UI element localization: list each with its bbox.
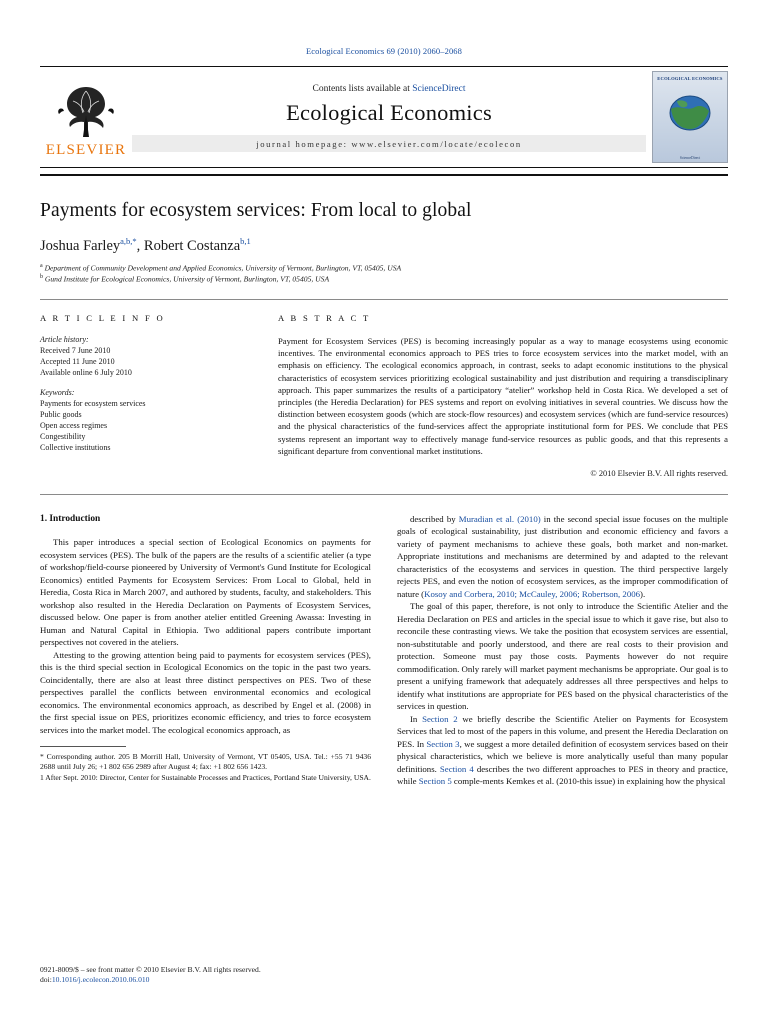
article-history-label: Article history: [40,334,89,344]
spacer [40,378,240,388]
author-2-affil-marker: b,1 [240,236,251,246]
affiliation-b: $^b$ Gund Institute for Ecological Economics, University of Vermont, Burlington, VT, 05405, USA [40,274,330,284]
sciencedirect-link[interactable]: ScienceDirect [412,84,466,94]
keyword-item: Open access regimes [40,421,108,431]
body-column-left [40,513,371,788]
text-run: in the second special issue focuses on the multiple goals of ecological sustainability, just distribution and economic efficiency and favors a variety of payment mechanisms to achieve these goals, both market and non-market. Appropriate institutions and mechanisms are determined by and adapted to the relevant characteristics of the ecosystems and services in question. The third perspective largely rejects PES, and even the notion of ecosystem services, as the improper commodification of nature ( [397,513,728,599]
paragraph: The goal of this paper, therefore, is not only to introduce the Scientific Atelier and the Heredia Declaration on PES and articles in the special issue to which it gave rise, but also to reconcile these contrasting views. We take the position that ecosystem services are essential, non-substitutable and poorly understood, and there are real costs to their provision and protection. Someone must pay those costs. Payments however do not require commodification. Only rarely will market payment mechanisms be appropriate. Our goal is to present a unifying framework that adequately addresses all three perspectives and helps to identify what institutions are appropriate for PES based on the physical characteristics of the services in question. [397,601,728,712]
keyword-item: Payments for ecosystem services [40,398,146,408]
text-run: comple-ments Kemkes et al. (2010-this issue) in explaining how the physical [451,776,726,787]
abstract-copyright: © 2010 Elsevier B.V. All rights reserved. [590,468,728,478]
footnote-corresponding-author: * Corresponding author. 205 B Morrill Hall, University of Vermont, VT 05405, USA. Tel.: +55 71 9436 2688 until July 26; +1 802 656 2989 after August 4; fax: +1 802 656 1423. [40,752,371,772]
page-title: Payments for ecosystem services: From local to global [40,200,472,221]
keywords-label: Keywords: [40,387,75,397]
paragraph [397,513,728,600]
body-columns [40,513,728,788]
article-info-column [40,313,258,478]
keyword-item: Public goods [40,410,82,420]
section-link[interactable]: Section 2 [422,713,458,724]
text-run: , we suggest a more detailed definition of ecosystem services based on their physical characteristics, which we believe is more analytically useful than many popular definitions. [397,738,729,774]
paragraph: Attesting to the growing attention being paid to payments for ecosystem services (PES), this is the third special section in Ecological Economics on the topic in the past two years. Coincidentally, there are also at least three distinct perspectives on PES. Two of these perspectives parallel the conflicts between environmental economics and ecological economics. The environmental economics approach, as described by Engel et al. (2008) in the first special issue on PES, prioritizes economic efficiency, and tries to force ecosystem services into the market model. The ecological economics approach, as [40,649,371,735]
abstract-text: Payment for Ecosystem Services (PES) is becoming increasingly popular as a way to manage ecosystems using economic incentives. The environmental economics approach to PES tries to force ecosystem services into the market model, with an emphasis on efficiency. The ecological economics approach, in contrast, seeks to adapt economic institutions to the physical characteristics of ecosystem services prioritizing ecological sustainability and just distribution and requiring a transdisciplinary approach. This paper summarizes the results of a participatory “atelier” workshop held in Costa Rica. We developed a set of principles (the Heredia Declaration) for PES systems and report on evolving initiatives in several countries. We discuss how the distinction between ecosystem goods (which are stock-flow resources) and ecosystem services (which are fund-service resources) and the physical characteristics of the fund-services affect the appropriate institutional form for PES. We conclude that PES systems represent an important way to effectively manage fund-service resources as public goods, and that this represents a significant departure from conventional market institutions. [278,335,728,456]
abstract-heading: A B S T R A C T [278,312,371,323]
text-run: we briefly describe the Scientific Atelier on Payments for Ecosystem Services that led to most of the papers in this volume, and present the Heredia Declaration on PES. In [397,713,729,749]
received-date: Received 7 June 2010 [40,345,111,355]
text-run: describes the two different approaches to PES in theory and practice, while [397,763,728,787]
running-head: Ecological Economics 69 (2010) 2060–2068 [305,46,463,56]
title-block [40,200,728,285]
text-run: described by [410,513,459,524]
paragraph: This paper introduces a special section of Ecological Economics on payments for ecosystem services (PES). The bulk of the papers are the results of a scientific atelier (a type of workshop/field-course pioneered by University of Vermont's Gund Institute for Ecological Economics) entitled Payments for Ecosystem Services: From Local to Global, held in Heredia, Costa Rica in March 2007, and authored by students, faculty, and stakeholders. This workshop also resulted in the Heredia Declaration on Payments of Ecosystem Services, discussed below. One paper is from another atelier entitled Greening Awassa: Investing in Human and Natural Capital in Ethiopia. Two additional papers contribute important perspectives not covered in the ateliers. [40,537,371,648]
citation-link[interactable]: Kosoy and Corbera, 2010; McCauley, 2006; Robertson, 2006 [424,588,641,599]
journal-homepage[interactable]: journal homepage: www.elsevier.com/locate/ecolecon [132,135,646,152]
footnote-1: 1 After Sept. 2010: Director, Center for Sustainable Processes and Practices, Portland State University, USA. [40,772,371,782]
affiliations [40,262,728,285]
elsevier-tree-icon [53,79,119,141]
cover-title: ECOLOGICAL ECONOMICS [657,76,723,81]
masthead-bottom-rule [40,174,728,176]
elsevier-wordmark: ELSEVIER [45,142,127,158]
globe-icon [665,92,715,134]
body-column-right [397,513,728,788]
info-abstract-section [40,300,728,478]
accepted-date: Accepted 11 June 2010 [40,356,115,366]
text-run: ). [640,588,646,599]
journal-cover-thumbnail [652,71,728,163]
author-1-affil-marker: a,b,* [120,236,137,246]
text-run: In [410,713,423,724]
section-1-title: 1. Introduction [40,513,101,524]
cover-footer: ScienceDirect [679,156,701,160]
doi-label: doi: [40,975,52,985]
elsevier-logo [40,67,132,167]
abstract-bottom-rule [40,494,728,495]
section-link[interactable]: Section 4 [439,763,474,774]
author-list: Joshua Farley$^{a,b,*}$, Robert Costanza$^{b,1}$ [40,236,251,254]
doi-link[interactable]: 10.1016/j.ecolecon.2010.06.010 [51,975,150,985]
author-2: Robert Costanza [143,237,241,254]
section-link[interactable]: Section 3 [426,738,460,749]
author-1: Joshua Farley [40,237,121,254]
contents-prefix: Contents lists available at [312,84,413,94]
available-date: Available online 6 July 2010 [40,367,132,377]
keyword-item: Congestibility [40,432,86,442]
abstract-column [258,313,728,478]
footnote-divider [40,746,126,747]
issn-footer [40,965,261,986]
affiliation-a: $^a$ Department of Community Development and Applied Economics, University of Vermont, Burlington, VT, 05405, USA [40,262,402,273]
section-link[interactable]: Section 5 [418,776,452,787]
masthead-center [132,67,646,167]
citation-link[interactable]: Muradian et al. (2010) [458,513,541,524]
journal-name: Ecological Economics [286,100,492,125]
article-info-heading: A R T I C L E I N F O [40,312,166,323]
issn-line: 0921-8009/$ – see front matter © 2010 Elsevier B.V. All rights reserved. [40,964,261,974]
journal-masthead [40,66,728,168]
doi-line [40,975,261,986]
paragraph [397,713,728,788]
keyword-item: Collective institutions [40,443,111,453]
contents-line [312,84,465,94]
